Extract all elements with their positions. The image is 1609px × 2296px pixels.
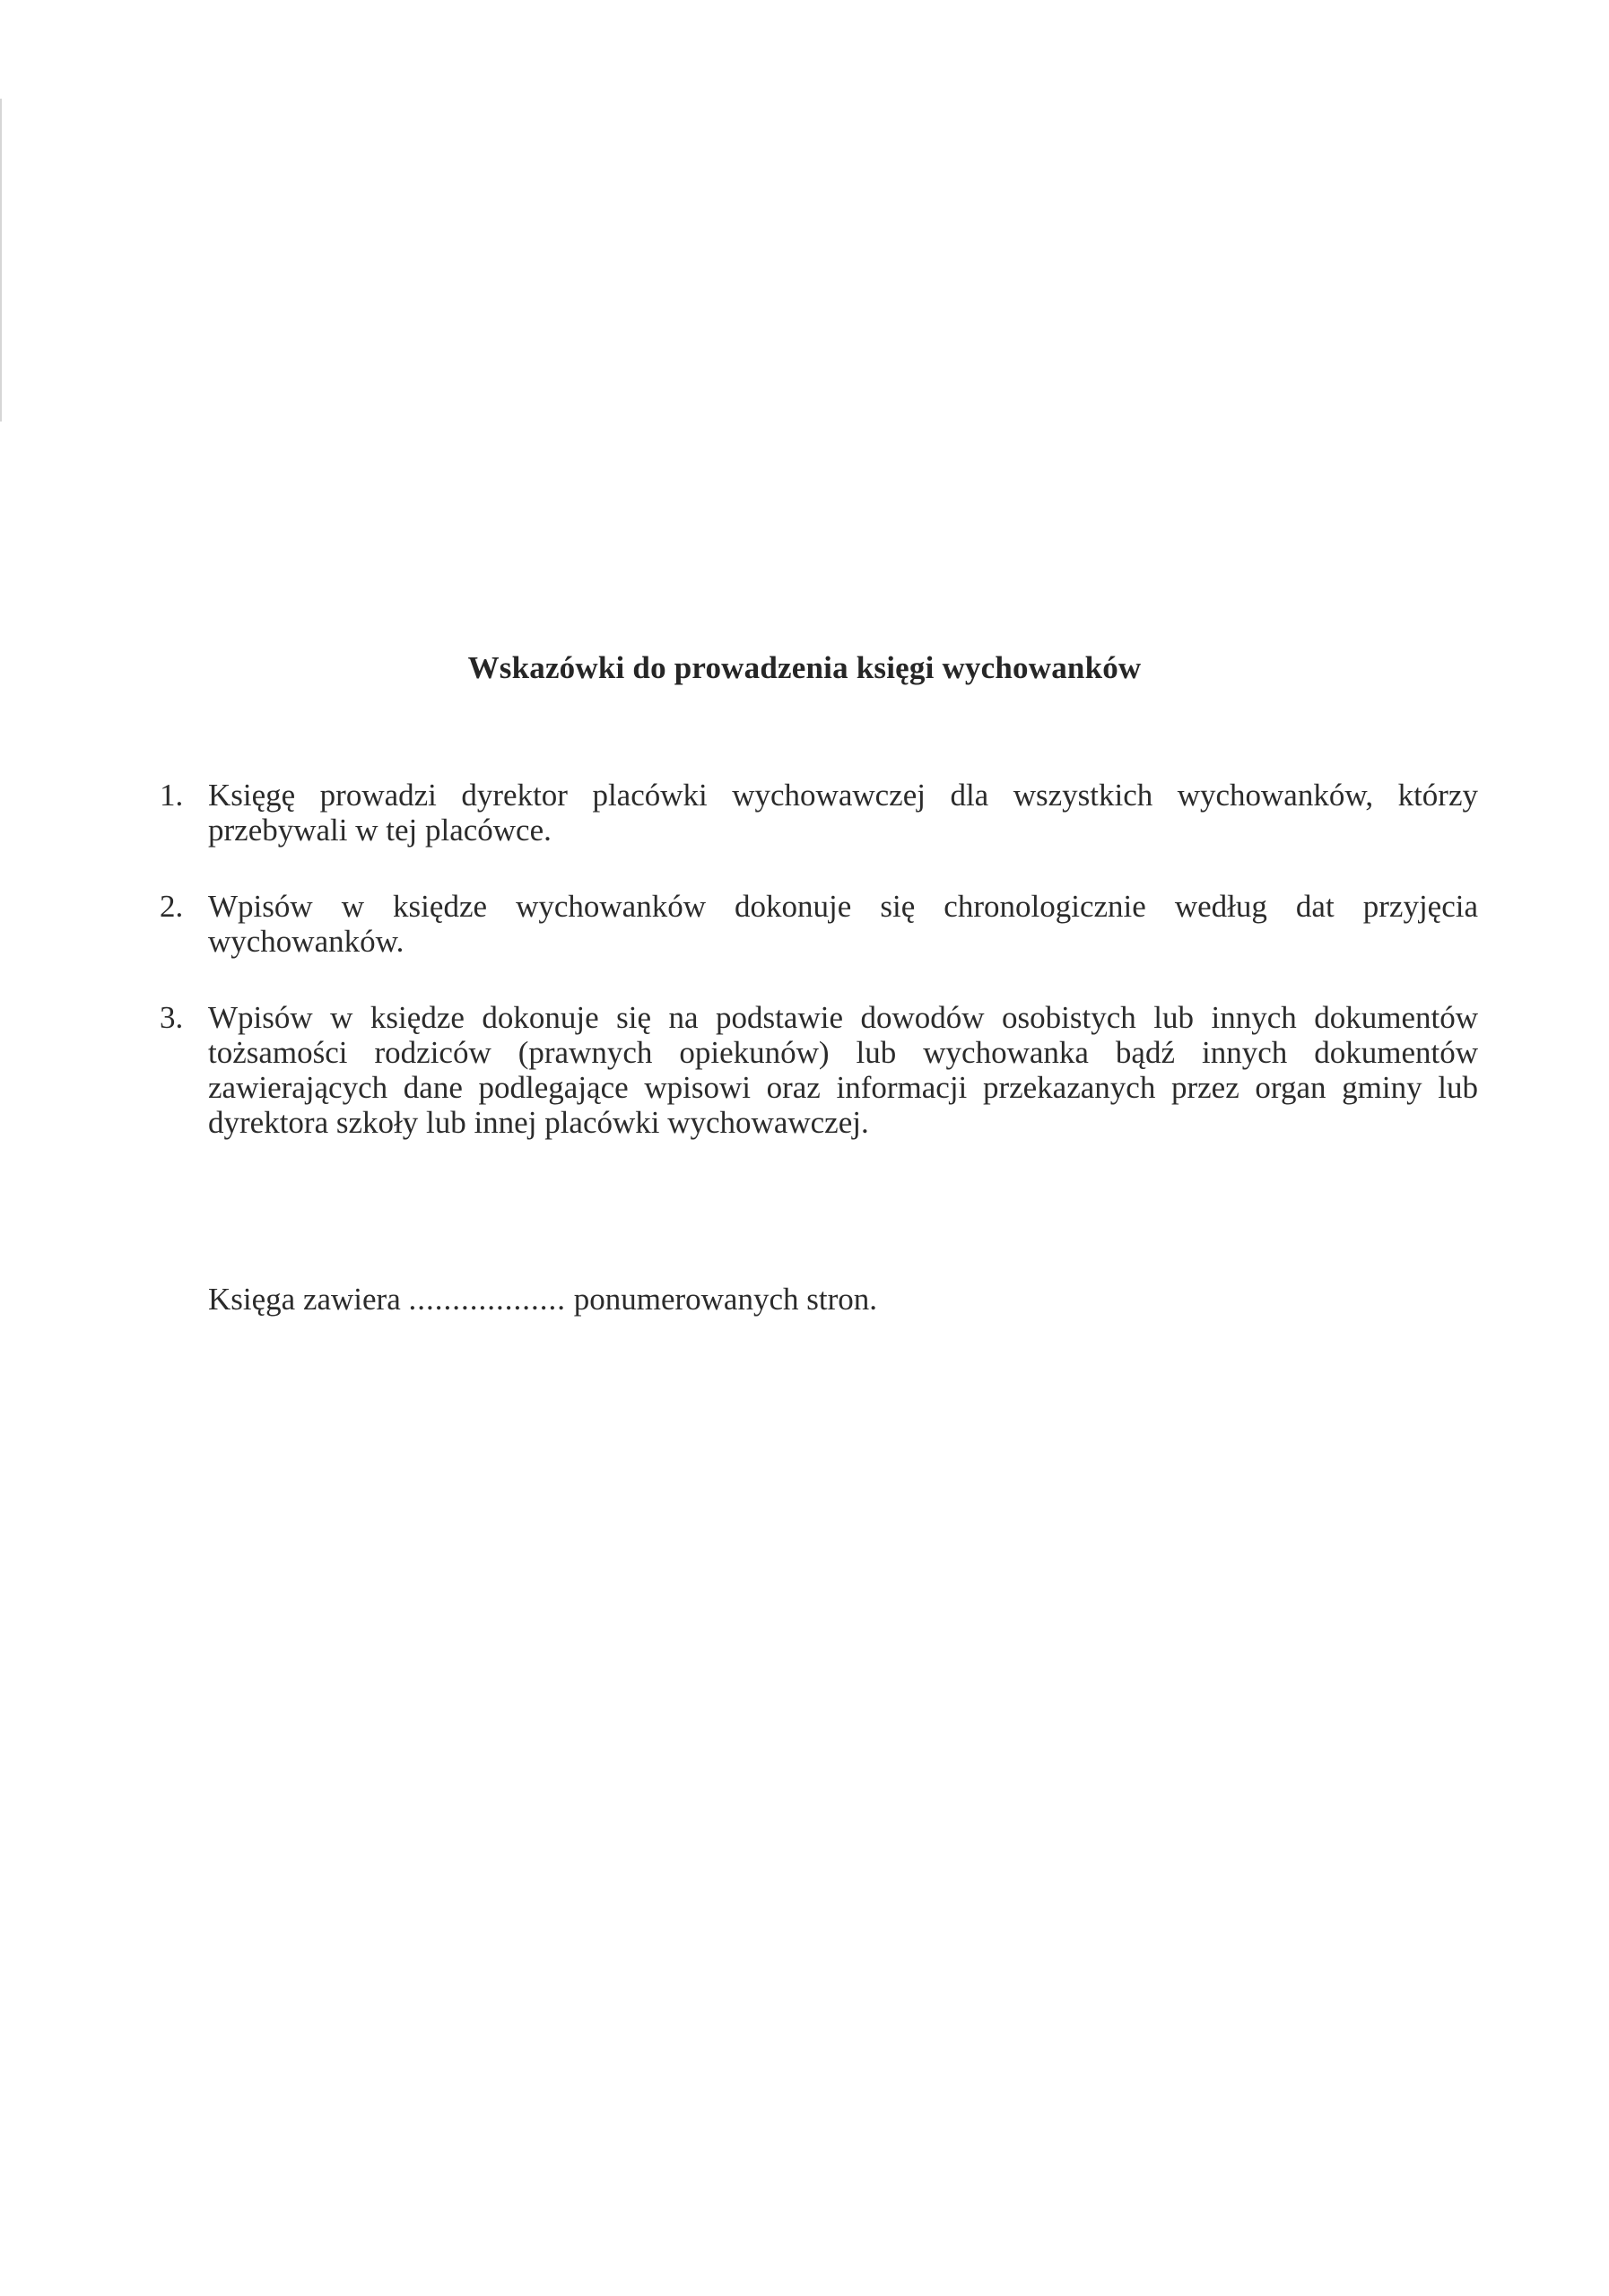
list-item-number: 1. <box>160 778 184 813</box>
list-item <box>160 889 1478 959</box>
page-count-prefix: Księga zawiera <box>208 1282 401 1317</box>
page-count-statement <box>208 1282 877 1318</box>
page-count-blank: .................. <box>408 1282 566 1317</box>
page-count-suffix: ponumerowanych stron. <box>573 1282 877 1317</box>
instructions-list <box>160 778 1478 1140</box>
document-title: Wskazówki do prowadzenia księgi wychowanków <box>467 650 1142 686</box>
list-item-number: 3. <box>160 1000 184 1035</box>
list-item-number: 2. <box>160 889 184 924</box>
list-item-text: Wpisów w księdze dokonuje się na podstawie dowodów osobistych lub innych dokumentów tożsamości rodziców (prawnych opiekunów) lub wychowanka bądź innych dokumentów zawierających dane podlegające wpisowi oraz informacji przekazanych przez organ gminy lub dyrektora szkoły lub innej placówki wychowawczej. <box>208 1000 1478 1140</box>
list-item <box>160 778 1478 848</box>
list-item <box>160 1000 1478 1140</box>
scan-edge-mark <box>0 99 2 422</box>
list-item-text: Wpisów w księdze wychowanków dokonuje się chronologicznie według dat przyjęcia wychowanków. <box>208 889 1478 959</box>
list-item-text: Księgę prowadzi dyrektor placówki wychowawczej dla wszystkich wychowanków, którzy przebywali w tej placówce. <box>208 778 1478 848</box>
